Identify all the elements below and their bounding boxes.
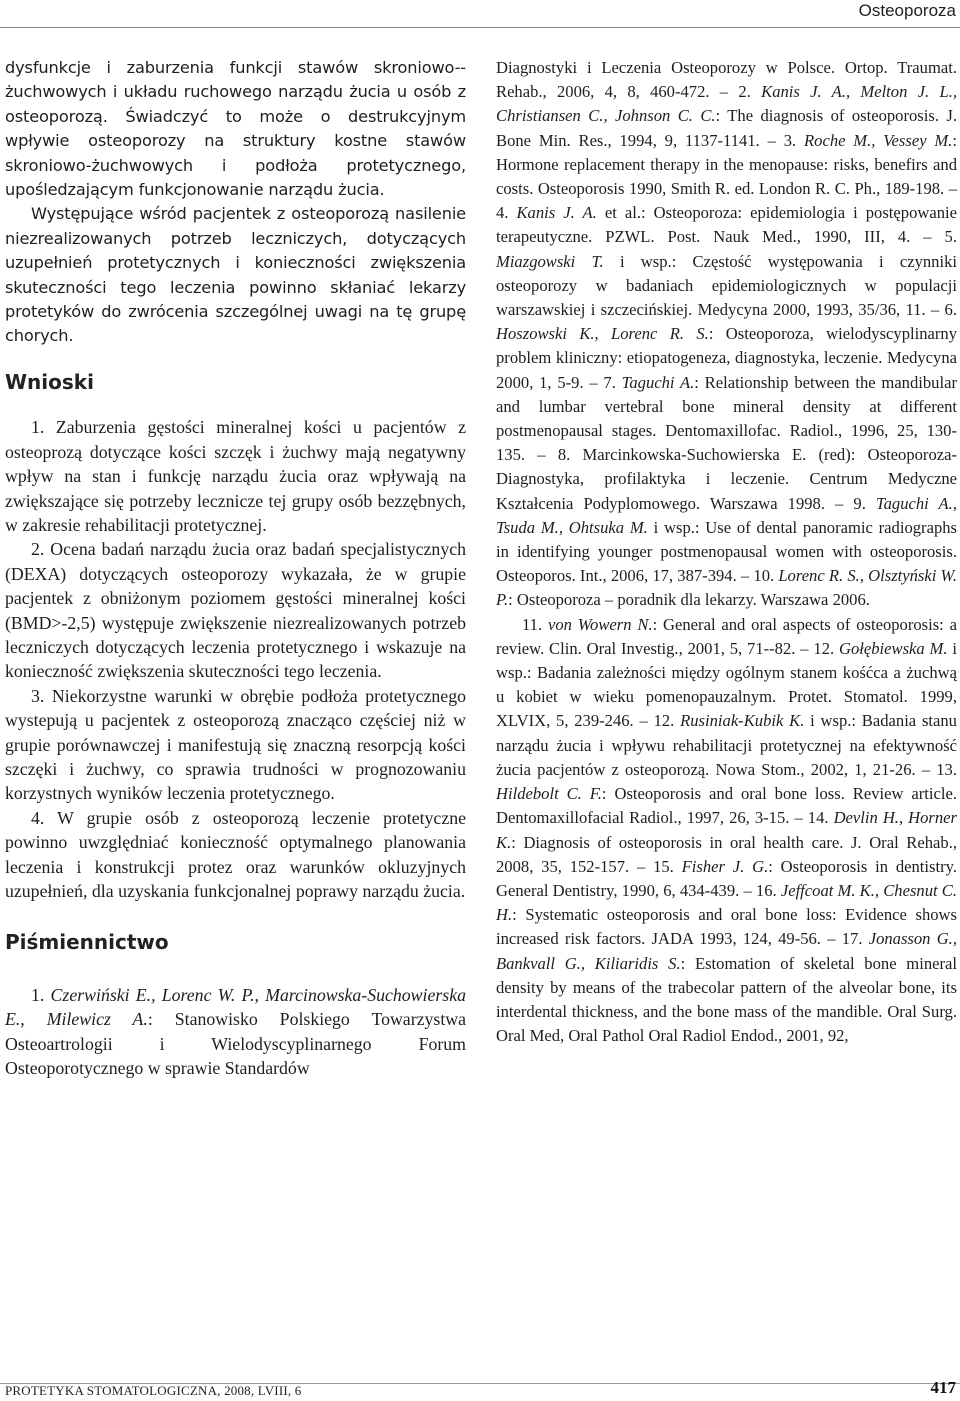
reference-text: : Osteoporoza, wielodyscyplinarny problem kliniczny: etiopatogeneza, diagnostyka, leczenie. Medycyna 2000, 1, 5-9. – 7. [496,324,957,392]
reference-authors: Taguchi A. [621,372,695,392]
page-number: 417 [930,1378,956,1397]
reference-text: et al.: Osteoporoza: epidemiologia i postępowanie terapeutyczne. PZWL. Post. Nauk Med., 1990, III, 4. – 5. [496,203,957,247]
reference-1: 1. Czerwiński E., Lorenc W. P., Marcinowska-Suchowierska E., Milewicz A.: Stanowisko Polskiego Towarzystwa Osteoartrologii i Wielodyscyplinarnego Forum Osteoporotycznego w sprawie Standardów [5,984,467,1079]
references-heading: Piśmiennictwo [5,930,169,955]
running-header: Osteoporoza [858,1,956,20]
references-block-2 [496,613,957,1049]
reference-text: : The diagnosis of osteoporosis. J. Bone Min. Res., 1994, 9, 1137-1141. – 3. [496,106,957,150]
reference-authors: Devlin H., Horner K. [496,808,957,852]
reference-authors: Fisher J. G. [681,856,769,876]
reference-text: : Osteoporoza – poradnik dla lekarzy. Warszawa 2006. [508,590,870,610]
reference-authors: Roche M., Vessey M. [804,130,953,150]
reference-authors: Miazgowski T. [496,251,604,271]
conclusion-2: 2. Ocena badań narządu żucia oraz badań specjalistycznych (DEXA) dotyczących osteoporozy wykazała, że w grupie pacjentek z obniżonym poziomem gęstości mineralnej kości (BMD>-2,5) występuje zwiększenie niezrealizowanych potrzeb leczniczych dotyczących leczenia protetycznego i wskazuje na konieczność zwiększenia skuteczności tego leczenia. [5,539,466,682]
reference-text: : General and oral aspects of osteoporosis: a review. Clin. Oral Investig., 2001, 5, 71--82. – 12. [496,614,957,658]
reference-text: : Systematic osteoporosis and oral bone loss: Evidence shows increased risk factors. JADA 1993, 124, 49-56. – 17. [496,905,957,949]
reference-text: : Hormone replacement therapy in the menopause: risks, benefirs and costs. Osteoporosis 1990, Smith R. ed. London R. C. Ph., 189-198. – 4. [496,130,957,223]
reference-authors: Rusiniak-Kubik K. [680,711,805,731]
journal-citation: PROTETYKA STOMATOLOGICZNA, 2008, LVIII, 6 [5,1383,302,1398]
reference-authors: Jonasson G., Bankvall G., Kiliaridis S. [496,929,957,973]
reference-authors: von Wowern N. [547,614,653,634]
reference-text: 11. [522,614,548,634]
reference-text: : Osteoporosis and oral bone loss. Review article. Dentomaxillofacial Radiol., 1997, 26, 3-15. – 14. [496,784,958,828]
paragraph-intro: dysfunkcje i zaburzenia funkcji stawów skroniowo--żuchwowych i układu ruchowego narządu żucia u osób z osteoporozą. Świadczyć to może o destrukcyjnym wpływie osteoporozy na struktury kostne stawów skroniowo-żuchwowych i podłoża protetycznego, upośledzającym funkcjonowanie narządu żucia. [5,58,466,200]
conclusion-1: 1. Zaburzenia gęstości mineralnej kości u pacjentów z osteoprozą dotyczące kości szczęk i żuchwy mają negatywny wpływ na stan i funkcję narządu żucia oraz wpływają na zwiększające się potrzeby lecznicze tej grupy osób bezzębnych, w zakresie rehabilitacji protetycznej. [5,417,466,535]
reference-authors: Lorenc R. S., Olsztyński W. P. [496,566,957,610]
reference-text: : Relationship between the mandibular and lumbar vertebral bone mineral density at different postmenopausal stages. Dentomaxillofac. Radiol., 1996, 25, 130-135. – 8. Marcinkowska-Suchowierska E. (red): Osteoporoza-Diagnostyka, profilaktyka i leczenie. Centrum Medyczne Kształcenia Podyplomowego. Warszawa 1998. – 9. [496,372,957,513]
reference-text: : Osteoporosis in dentistry. General Dentistry, 1990, 6, 434-439. – 16. [496,856,957,900]
header-rule [0,27,960,28]
right-column [496,56,957,1048]
conclusion-3: 3. Niekorzystne warunki w obrębie podłoża protetycznego wystepują u pacjentek z osteoporozą znacząco częściej niż w grupie porównawczej i manifestują się znaczną resorpcją kości szczęki i żuchwy, co sprawia trudności w prognozowaniu korzystnych wyników leczenia protetycznego. [5,685,466,804]
conclusions-heading: Wnioski [5,369,94,394]
references-block-1 [496,56,957,613]
reference-text: : Diagnosis of osteoporosis in oral health care. J. Oral Rehab., 2008, 35, 152-157. – 15. [496,832,957,876]
reference-1-details: : Stanowisko Polskiego Towarzystwa Osteoartrologii i Wielodyscyplinarnego Forum Osteoporotycznego w sprawie Standardów [5,1009,466,1079]
reference-authors: Taguchi A., Tsuda M., Ohtsuka M. [496,493,957,537]
reference-authors: Jeffcoat M. K., Chesnut C. H. [496,880,958,925]
reference-text: i wsp.: Częstość występowania i czynniki osteoporozy w badaniach epidemiologicznych w populacji warszawskiej i szczecińskiej. Medycyna 2000, 1993, 35/36, 11. – 6. [496,251,957,320]
reference-authors: Kanis J. A. [516,203,597,223]
reference-text: i wsp.: Use of dental panoramic radiographs in identifying younger postmenopausal women with osteoporosis. Osteoporos. Int., 2006, 17, 387-394. – 10. [496,517,957,586]
reference-authors: Gołębiewska M. [839,638,948,658]
left-column [5,56,466,1080]
reference-text: i wsp.: Badania stanu narządu żucia i wpływu rehabilitacji protetycznej na efektywność żucia pacjentów z osteoporozą. Nowa Stom., 2002, 1, 21-26. – 13. [496,711,957,779]
reference-authors: Hildebolt C. F. [496,784,602,804]
reference-authors: Hoszowski K., Lorenc R. S. [496,324,709,344]
reference-1-authors: Czerwiński E., Lorenc W. P., Marcinowska-Suchowierska E., Milewicz A. [5,984,467,1030]
reference-text: : Estomation of skeletal bone mineral density by means of the trabecolar pattern of the alveolar bone, its interdental thickness, and the bone mass of the mandible. Oral Surg. Oral Med, Oral Pathol Oral Radiol Endod., 2001, 92, [496,953,957,1046]
reference-text: i wsp.: Badania zależności między ogólnym stanem kośćca a żuchwą u kobiet w wieku pomenopauzalnym. Protet. Stomatol. 1999, XLVIX, 5, 239-246. – 12. [496,638,957,731]
reference-text: Diagnostyki i Leczenia Osteoporozy w Polsce. Ortop. Traumat. Rehab., 2006, 4, 8, 460-472. – 2. [496,58,957,102]
conclusion-4: 4. W grupie osób z osteoporozą leczenie protetyczne powinno uwzględniać konieczność optymalnego planowania leczenia i konstrukcji protez oraz warunków okluzyjnych uzupełnień, dla uzyskania funkcjonalnej poprawy narządu żucia. [5,807,466,901]
reference-authors: Kanis J. A., Melton J. L., Christiansen C., Johnson C. C. [496,82,957,126]
paragraph-findings: Występujące wśród pacjentek z osteoporozą nasilenie niezrealizowanych potrzeb leczniczych, dotyczących uzupełnień protetycznych i konieczności zwiększenia skuteczności tego leczenia powinno skłaniać lekarzy protetyków do zwrócenia szczególnej uwagi na tę grupę chorych. [5,204,466,346]
